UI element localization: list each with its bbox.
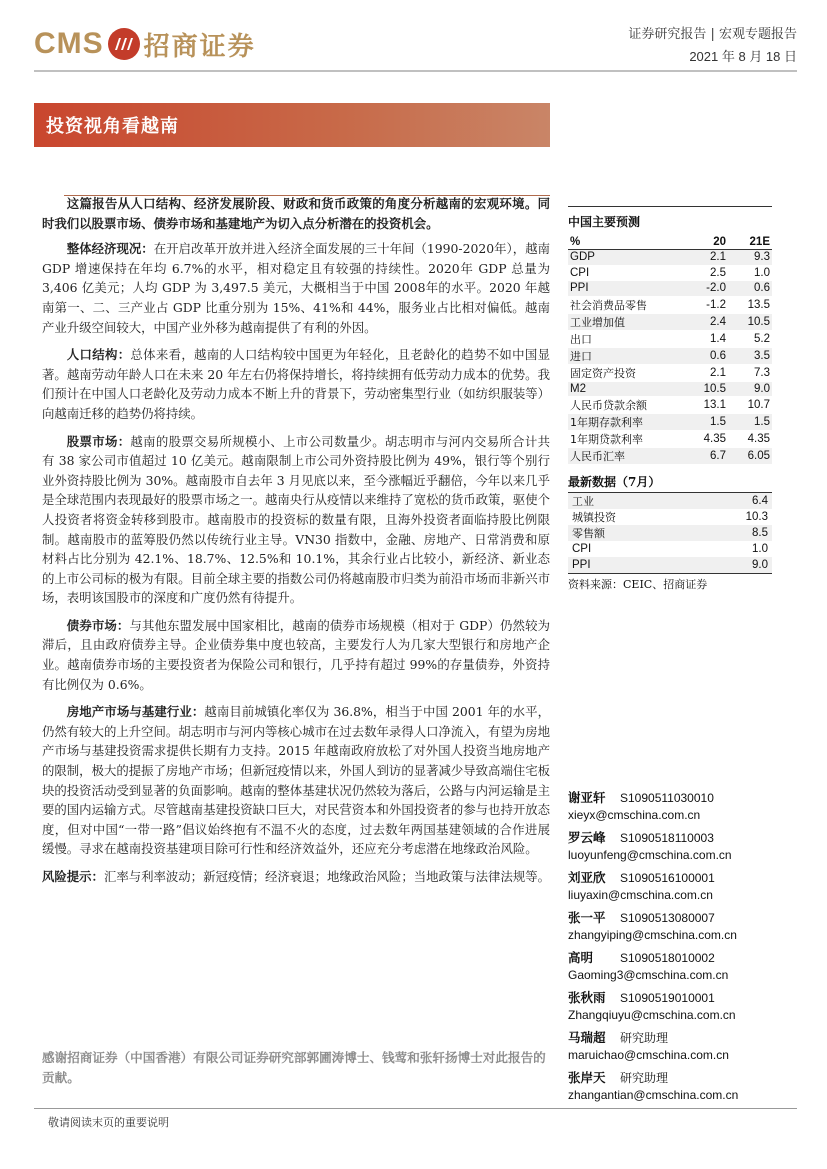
- table-row: [568, 347, 772, 364]
- paragraph-head: 整体经济现况：: [66, 241, 154, 257]
- table-cell: 2.1: [684, 364, 728, 381]
- table-row: [568, 250, 772, 266]
- analyst-name: 高明: [568, 950, 594, 965]
- table-cell: 零售额: [568, 525, 697, 541]
- side-column: [568, 213, 772, 592]
- table-cell: -2.0: [684, 281, 728, 297]
- analyst-license-id: S1090511030010: [620, 791, 714, 805]
- table-cell: 2.1: [684, 250, 728, 266]
- table-row: [568, 509, 772, 525]
- abstract: 这篇报告从人口结构、经济发展阶段、财政和货币政策的角度分析越南的宏观环境。同时我们以股票市场、债券市场和基建地产为切入点分析潜在的投资机会。: [42, 196, 550, 231]
- cms-logo: [34, 22, 256, 66]
- table-row: [568, 313, 772, 330]
- table-cell: 1年期存款利率: [568, 414, 684, 431]
- forecast-table: [568, 234, 772, 465]
- table-header-cell: %: [568, 234, 684, 250]
- paragraph-stock-market: [42, 432, 550, 608]
- table-cell: 1.5: [684, 414, 728, 431]
- analyst-header: [568, 1068, 772, 1088]
- table-cell: 9.0: [728, 381, 772, 397]
- paragraph-head: 风险提示：: [42, 869, 104, 884]
- table-row: [568, 364, 772, 381]
- analyst-name: 张岸天: [568, 1070, 606, 1085]
- table-cell: 13.5: [728, 296, 772, 313]
- table-cell: 7.3: [728, 364, 772, 381]
- paragraph-head: 债券市场：: [66, 617, 130, 633]
- table-row: [568, 281, 772, 297]
- paragraph-body: 越南的股票交易所规模小、上市公司数量少。胡志明市与河内交易所合计共有 38 家公司市值超过 10 亿美元。越南限制上市公司外资持股比例为 49%，银行等个别行业外资持股比例为 30%。越南股市自去年 3 月见底以来，至今涨幅近乎翻倍，今年以来几乎是全球范围内表现最好的股票市场之一。越南央行从疫情以来维持了宽松的货币政策，驱使个人投资者将资金转移到股市。越南股市的投资标的数量有限，且海外投资者面临持股比例限制。越南股市的蓝筹股仍然以传统行业主导。VN30 指数中，金融、房地产、日常消费和原材料占比分别为 42.1%、18.7%、12.5%和 10.1%，其余行业占比较小，新经济、新业态的上市公司标的极为有限。目前全球主要的指数公司仍将越南股市归类为前沿市场而非新兴市场，表明该国股市的深度和广度仍然有待提升。: [42, 433, 551, 606]
- analyst-name: 谢亚轩: [568, 790, 606, 805]
- report-meta: [628, 24, 797, 68]
- report-date: 2021 年 8 月 18 日: [689, 49, 797, 64]
- table-cell: 城镇投资: [572, 511, 616, 524]
- analyst-license-id: S1090519010001: [620, 991, 715, 1005]
- paragraph-head: 股票市场：: [66, 433, 131, 449]
- table-cell: -1.2: [684, 296, 728, 313]
- table-header-row: [568, 234, 772, 250]
- paragraph-real-estate: [42, 702, 550, 859]
- table-cell: 10.5: [684, 381, 728, 397]
- analyst-email[interactable]: xieyx@cmschina.com.cn: [568, 808, 701, 822]
- analyst-role: 研究助理: [620, 1031, 669, 1045]
- acknowledgement: 感谢招商证券（中国香港）有限公司证券研究部郭圃涛博士、钱莺和张轩扬博士对此报告的贡献。: [42, 1050, 546, 1085]
- analyst-name: 马瑞超: [568, 1030, 606, 1045]
- analyst-header: [568, 828, 772, 848]
- table-cell: 10.3: [745, 511, 768, 523]
- paragraph-risk: [42, 867, 550, 887]
- table-cell: 10.5: [728, 313, 772, 330]
- analyst-entry: [568, 988, 772, 1026]
- analyst-license-id: S1090516100001: [620, 871, 715, 885]
- table-header-cell: 20: [684, 234, 728, 250]
- table-row: [568, 414, 772, 431]
- paragraph-bond-market: [42, 616, 550, 694]
- table-row: [568, 296, 772, 313]
- table-cell: CPI: [572, 543, 592, 555]
- analyst-license-id: S1090518010002: [620, 951, 715, 965]
- table-cell: 10.7: [728, 397, 772, 414]
- table-cell: 4.35: [684, 431, 728, 448]
- table-cell: 6.05: [728, 448, 772, 465]
- analyst-entry: [568, 788, 772, 826]
- analyst-header: [568, 788, 772, 808]
- forecast-title: 中国主要预测: [568, 215, 641, 229]
- analyst-entry: [568, 868, 772, 906]
- table-cell: 工业增加值: [568, 313, 684, 330]
- table-row: [568, 541, 772, 557]
- table-cell: 8.5: [697, 525, 772, 541]
- table-row: [568, 381, 772, 397]
- table-cell: 9.0: [697, 557, 772, 573]
- analyst-role: 研究助理: [620, 1071, 669, 1085]
- analyst-header: [568, 948, 772, 968]
- latest-data: [568, 473, 772, 592]
- table-row: [568, 525, 772, 541]
- analyst-entry: [568, 948, 772, 986]
- footer-note: 敬请阅读末页的重要说明: [48, 1116, 169, 1129]
- paragraph-body: 越南目前城镇化率仅为 36.8%，相当于中国 2001 年的水平，仍然有较大的上升空间。胡志明市与河内等核心城市在过去数年录得人口净流入，有望为房地产市场与基建投资需求提供长期有力支持。2015 年越南政府放松了对外国人投资当地房地产的限制，极大的提振了房地产市场；但新冠疫情以来，外国人到访的显著减少导致高端住宅板块的投资活动受到显著的负面影响。越南的整体基建状况仍然较为落后，公路与内河运输是主要的国内运输方式。尽管越南基建投资缺口巨大，对民营资本和外国投资者的参与也持开放态度，但对中国“一带一路”倡议始终抱有不温不火的态度，过去数年两国基建领域的合作进展缓慢。寻求在越南投资基建项目除可行性和经济效益外，还应充分考虑潜在地缘政治风险。: [42, 704, 551, 857]
- paragraph-body: 与其他东盟发展中国家相比，越南的债券市场规模（相对于 GDP）仍然较为滞后，且由政府债券主导。企业债券集中度也较高，主要发行人为几家大型银行和房地产企业。越南债券市场的主要投资者为保险公司和银行，几乎持有超过 99%的存量债券，外资持有比例仅为 0.6%。: [42, 617, 551, 692]
- table-cell: 3.5: [728, 347, 772, 364]
- table-row: [568, 557, 772, 573]
- latest-table: [568, 493, 772, 574]
- analyst-email[interactable]: zhangyiping@cmschina.com.cn: [568, 928, 737, 942]
- table-row: [568, 493, 772, 509]
- table-cell: 1.5: [728, 414, 772, 431]
- analyst-header: [568, 868, 772, 888]
- table-cell: GDP: [568, 250, 684, 266]
- analyst-email[interactable]: liuyaxin@cmschina.com.cn: [568, 888, 713, 902]
- analyst-list: [568, 788, 772, 1108]
- table-cell: 社会消费品零售: [568, 296, 684, 313]
- table-cell: CPI: [568, 265, 684, 281]
- data-source: 资料来源：CEIC、招商证券: [568, 577, 708, 591]
- table-cell: 4.35: [728, 431, 772, 448]
- table-cell: 0.6: [684, 347, 728, 364]
- table-cell: 人民币汇率: [568, 448, 684, 465]
- table-cell: M2: [568, 381, 684, 397]
- table-cell: 9.3: [728, 250, 772, 266]
- latest-title: 最新数据（7月）: [568, 473, 772, 493]
- table-cell: 0.6: [728, 281, 772, 297]
- table-cell: 5.2: [728, 330, 772, 347]
- table-row: [568, 431, 772, 448]
- table-row: [568, 448, 772, 465]
- table-cell: 人民币贷款余额: [568, 397, 684, 414]
- table-cell: 13.1: [684, 397, 728, 414]
- table-header-cell: 21E: [728, 234, 772, 250]
- analyst-entry: [568, 1028, 772, 1066]
- analyst-entry: [568, 1068, 772, 1106]
- table-cell: 固定资产投资: [568, 364, 684, 381]
- analyst-license-id: S1090513080007: [620, 911, 715, 925]
- table-cell: 1.0: [752, 543, 768, 555]
- table-cell: 6.7: [684, 448, 728, 465]
- analyst-email[interactable]: luoyunfeng@cmschina.com.cn: [568, 848, 732, 862]
- analyst-header: [568, 908, 772, 928]
- paragraph-body: 汇率与利率波动；新冠疫情；经济衰退；地缘政治风险；当地政策与法律法规等。: [103, 869, 551, 884]
- analyst-name: 刘亚欣: [568, 870, 606, 885]
- analyst-entry: [568, 828, 772, 866]
- table-row: [568, 265, 772, 281]
- analyst-license-id: S1090518110003: [620, 831, 714, 845]
- analyst-name: 张秋雨: [568, 990, 606, 1005]
- table-cell: 1.0: [728, 265, 772, 281]
- analyst-email[interactable]: maruichao@cmschina.com.cn: [568, 1048, 729, 1062]
- page-title: 投资视角看越南: [46, 116, 179, 137]
- paragraph-body: 在开启改革开放并进入经济全面发展的三十年间（1990-2020年），越南 GDP 增速保持在年均 6.7%的水平，相对稳定且有较强的持续性。2020年 GDP 总量为 3,406 亿美元；人均 GDP 为 3,497.5 美元，大概相当于中国 2008年的水平。2020 年越南第一、二、三产业占 GDP 比重分别为 15%、41%和 44%，服务业占比相对偏低。越南产业升级空间较大，中国产业外移为越南提供了有利的外因。: [42, 241, 551, 335]
- logo-chinese: 招商证券: [143, 31, 256, 62]
- paragraph-head: 房地产市场与基建行业：: [66, 704, 205, 720]
- logo-emblem-icon: [108, 28, 140, 60]
- table-cell: 2.4: [684, 313, 728, 330]
- paragraph-population: [42, 345, 550, 423]
- table-cell: 1.4: [684, 330, 728, 347]
- table-cell: 进口: [568, 347, 684, 364]
- table-cell: 工业: [568, 493, 697, 509]
- analyst-header: [568, 1028, 772, 1048]
- analyst-header: [568, 988, 772, 1008]
- analyst-email[interactable]: zhangantian@cmschina.com.cn: [568, 1088, 739, 1102]
- analyst-name: 罗云峰: [568, 830, 606, 845]
- table-cell: 出口: [568, 330, 684, 347]
- analyst-email[interactable]: Zhangqiuyu@cmschina.com.cn: [568, 1008, 736, 1022]
- footer-divider: [34, 1108, 797, 1109]
- table-cell: 2.5: [684, 265, 728, 281]
- header-divider: [34, 70, 797, 72]
- paragraph-head: 人口结构：: [66, 347, 131, 363]
- analyst-email[interactable]: Gaoming3@cmschina.com.cn: [568, 968, 729, 982]
- analyst-name: 张一平: [568, 910, 606, 925]
- report-type: 证券研究报告 | 宏观专题报告: [628, 27, 797, 42]
- main-column: [42, 194, 550, 895]
- table-cell: PPI: [568, 557, 697, 573]
- side-divider: [568, 206, 772, 207]
- table-row: [568, 397, 772, 414]
- table-row: [568, 330, 772, 347]
- logo-latin: CMS: [34, 27, 104, 60]
- analyst-entry: [568, 908, 772, 946]
- paragraph-economy: [42, 239, 550, 337]
- table-cell: 1年期贷款利率: [568, 431, 684, 448]
- title-banner: [34, 103, 550, 147]
- paragraph-body: 总体来看，越南的人口结构较中国更为年轻化，且老龄化的趋势不如中国显著。越南劳动年龄人口在未来 20 年左右仍将保持增长，将持续拥有低劳动力成本的优势。我们预计在中国人口老龄化及劳动力成本不断上升的背景下，劳动密集型行业（如纺织服装等）向越南迁移的趋势仍将持续。: [42, 347, 551, 421]
- table-cell: PPI: [568, 281, 684, 297]
- table-cell: 6.4: [697, 493, 772, 509]
